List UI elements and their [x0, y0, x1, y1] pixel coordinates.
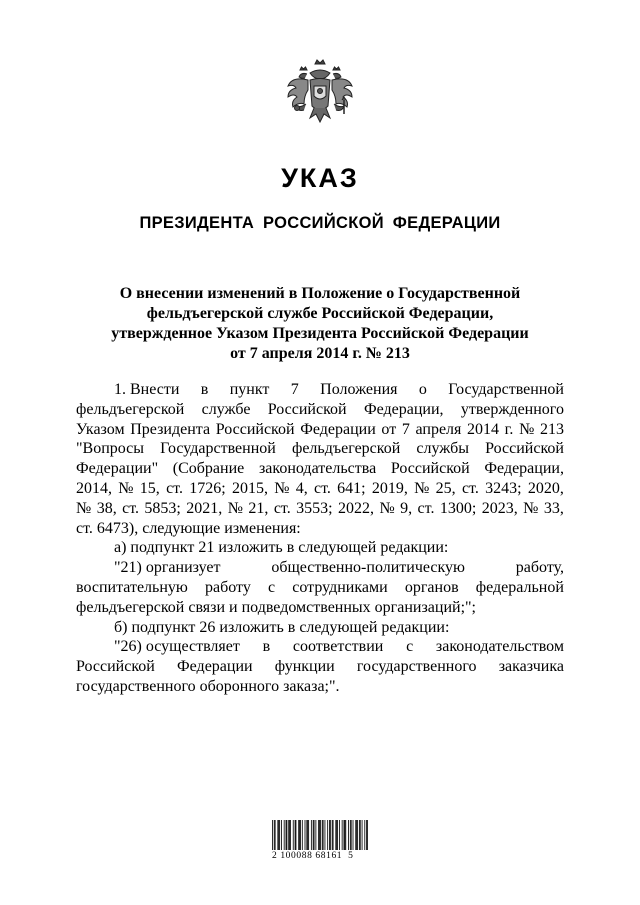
heading-line: О внесении изменений в Положение о Государственной	[119, 285, 521, 302]
heading-line: фельдъегерской службе Российской Федерации,	[146, 305, 494, 322]
body-word: Российской	[485, 440, 564, 458]
body-word: 2014	[467, 420, 500, 438]
body-word: 213	[539, 420, 564, 438]
body-word: ст.	[314, 479, 331, 497]
body-word: государственного	[356, 658, 477, 676]
body-word: в	[262, 638, 271, 656]
body-line	[76, 459, 564, 479]
state-emblem	[284, 58, 356, 138]
body-word: 1726;	[189, 479, 226, 497]
decree-heading	[60, 284, 580, 364]
body-word: 4,	[295, 479, 308, 497]
body-word: а) подпункт 21 изложить в следующей редакции:	[114, 539, 449, 557]
body-word: Федерации	[177, 658, 253, 676]
body-line	[76, 380, 564, 400]
body-word: №	[76, 499, 92, 517]
barcode-number: 2 100088 68161 5	[272, 851, 354, 861]
heading-line: от 7 апреля 2014 г. № 213	[230, 345, 410, 362]
body-word: (Собрание	[172, 460, 245, 478]
body-word: работу	[205, 578, 251, 596]
body-word: работу,	[515, 559, 564, 577]
body-word: "Вопросы	[76, 440, 145, 458]
body-word: с	[267, 578, 276, 596]
body-word: "26) осуществляет	[114, 638, 240, 656]
body-word: апреля	[415, 420, 462, 438]
body-word: Федерации	[300, 420, 376, 438]
body-word: органов	[404, 578, 459, 596]
body-line	[76, 558, 564, 578]
body-word: службе	[201, 400, 251, 418]
body-line	[76, 657, 564, 677]
document-title: УКАЗ	[281, 163, 359, 193]
body-word: общественно-политическую	[271, 559, 465, 577]
body-word: 9,	[400, 499, 413, 517]
body-word: Положения	[320, 381, 398, 398]
body-line	[76, 479, 564, 499]
body-word: 7	[401, 420, 410, 438]
body-word: б) подпункт 26 изложить в следующей редакции:	[114, 618, 450, 636]
body-word: Федерации,	[363, 400, 444, 418]
body-word: 2014,	[76, 479, 112, 497]
body-word: 25,	[435, 479, 456, 497]
body-word: 21,	[248, 499, 269, 517]
body-word: ст.	[417, 499, 435, 517]
body-line	[76, 578, 564, 598]
body-word: федеральной	[475, 578, 564, 596]
body-word: 2022,	[338, 499, 375, 517]
body-word: законодательства	[258, 460, 377, 478]
body-word: 38,	[96, 499, 117, 517]
body-word: Государственной	[160, 440, 276, 458]
body-word: №	[519, 420, 535, 438]
body-word: Федерации,	[484, 460, 564, 478]
body-word: законодательством	[435, 638, 564, 656]
body-word: воспитательную	[76, 578, 188, 596]
body-word: "21) организует	[114, 559, 221, 577]
body-word: Президента	[130, 420, 211, 438]
body-word: №	[274, 479, 290, 497]
body-word: ст. 6473), следующие изменения:	[76, 519, 301, 537]
body-word: №	[523, 499, 539, 517]
body-word: с	[406, 638, 414, 656]
body-word: 2015,	[231, 479, 268, 497]
body-word: №	[118, 479, 134, 497]
body-word: ст.	[273, 499, 291, 517]
barcode	[272, 820, 368, 861]
body-line	[76, 420, 564, 440]
body-word: утвержденного	[460, 400, 564, 418]
body-word: 2023,	[481, 499, 518, 517]
document-subtitle: ПРЕЗИДЕНТА РОССИЙСКОЙ ФЕДЕРАЦИИ	[139, 214, 501, 232]
double-headed-eagle-icon	[284, 58, 356, 138]
body-word: Государственной	[448, 381, 564, 398]
body-word: функции	[274, 658, 335, 676]
heading-line: утвержденное Указом Президента Российской Федерации	[111, 325, 529, 342]
body-word: о	[418, 381, 427, 398]
body-word: 641;	[337, 479, 366, 497]
body-word: соответствии	[292, 638, 384, 656]
body-line	[76, 677, 564, 697]
body-word: 1. Внести	[114, 381, 180, 398]
body-word: ст.	[461, 479, 479, 497]
body-word: заказчика	[498, 658, 564, 676]
body-word: ст.	[166, 479, 183, 497]
body-word: №	[379, 499, 395, 517]
body-word: сотрудниками	[292, 578, 388, 596]
body-word: 3243;	[485, 479, 522, 497]
body-word: службы	[416, 440, 470, 458]
body-word: Российской	[267, 400, 347, 418]
body-word: Российской	[76, 658, 155, 676]
body-word: от	[381, 420, 397, 438]
body-word: г.	[504, 420, 514, 438]
body-word: фельдъегерской	[291, 440, 401, 458]
body-word: пункт	[229, 381, 270, 398]
body-word: 2019,	[371, 479, 408, 497]
body-line	[76, 538, 564, 558]
body-line	[76, 439, 564, 459]
body-word: 7	[290, 381, 299, 398]
body-line	[76, 519, 564, 539]
body-word: Федерации"	[76, 460, 159, 478]
body-word: 5853;	[144, 499, 181, 517]
body-line	[76, 499, 564, 519]
body-word: ст.	[122, 499, 139, 517]
body-line	[76, 637, 564, 657]
body-word: Российской	[390, 460, 470, 478]
body-word: в	[200, 381, 209, 398]
body-word: 1300;	[439, 499, 477, 517]
body-word: 2021,	[186, 499, 223, 517]
body-word: 33,	[543, 499, 564, 517]
body-word: 15,	[139, 479, 160, 497]
body-word: государственного оборонного заказа;".	[76, 677, 340, 695]
barcode-bars-icon	[272, 820, 368, 850]
body-word: 3553;	[296, 499, 333, 517]
body-line	[76, 400, 564, 420]
body-line	[76, 598, 564, 618]
body-word: Указом	[76, 420, 125, 438]
body-word: №	[227, 499, 243, 517]
body-word: фельдъегерской связи и подведомственных организаций;";	[76, 598, 476, 616]
body-line	[76, 618, 564, 638]
decree-body	[76, 380, 564, 697]
body-word: фельдъегерской	[76, 400, 185, 418]
body-word: Российской	[215, 420, 295, 438]
body-word: 2020,	[527, 479, 564, 497]
body-word: №	[414, 479, 430, 497]
